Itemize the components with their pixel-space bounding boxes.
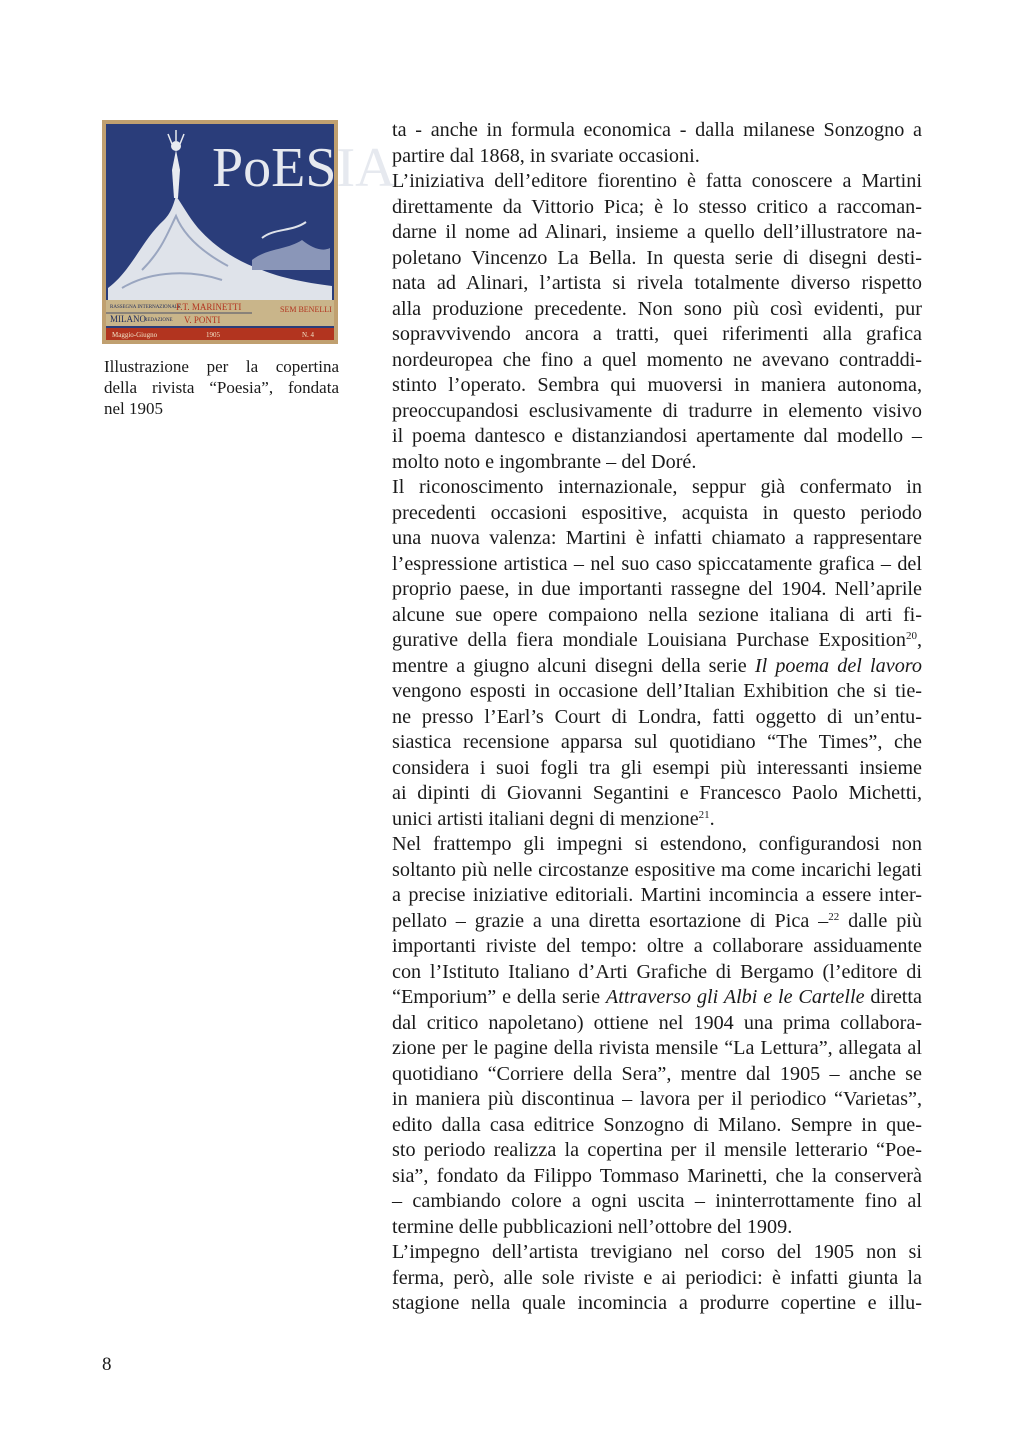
caption-line: nel 1905 [104,399,164,418]
text-line: siastica recensione apparsa sul quotidiano “The Times”, che [392,731,922,753]
text-fragment: , [916,629,922,651]
italic-title: Il poema del lavoro [754,654,922,677]
text-fragment: dalle più [839,909,923,932]
italic-title: Attraverso gli Albi e le Cartelle [605,986,865,1008]
text-line [392,985,922,1011]
poesia-cover-illustration [102,120,396,344]
text-line: nordeuropea che fino a quel momento ne avevano contraddi- [392,348,922,371]
text-line: stinto l’operato. Sembra qui muoversi in maniera autonoma, [392,374,922,396]
banner-left-1: RASSEGNA INTERNAZIONALE [110,305,181,310]
text-line: poletano Vincenzo La Bella. In questa serie di disegni desti- [392,246,922,269]
text-line: precedenti occasioni espositive, acquista in questo periodo [392,501,922,524]
text-line: soltanto più nelle circostanze espositive ma come incarichi legati [392,858,922,881]
banner-right: SEM BENELLI [280,305,332,314]
text-line: alcune sue opere compaiono nella sezione italiana di arti fi- [392,603,922,626]
text-fragment: diretta [864,986,922,1008]
text-line: stagione nella quale incomincia a produrre copertine e illu- [392,1292,922,1314]
text-line: – cambiando colore a ogni uscita – ininterrottamente fino al [392,1190,922,1212]
text-line: ta - anche in formula economica - dalla milanese Sonzogno a [392,119,922,141]
body-text [392,118,922,1317]
poesia-cover-image [102,120,396,344]
footnote-ref: 20 [905,630,917,642]
text-line: sto periodo realizza la copertina per il mensile letterario “Poe- [392,1139,922,1161]
text-line: alla produzione precedente. Non sono più così evidenti, pur [392,297,922,320]
text-line: a precise iniziative editoriali. Martini incomincia a essere inter- [392,884,922,906]
text-line: termine delle pubblicazioni nell’ottobre del 1909. [392,1215,793,1238]
text-line: partire dal 1868, in svariate occasioni. [392,144,700,167]
text-line [392,807,922,833]
text-line: edito dalla casa editrice Sonzogno di Milano. Sempre in que- [392,1113,922,1136]
footnote-ref: 21 [698,808,710,821]
banner-mid-2: V. PONTI [184,315,221,325]
figure-head [171,141,181,151]
text-line: zione per le pagine della rivista mensile “La Lettura”, allegata al [392,1037,922,1059]
text-line [392,654,922,680]
text-line: il poema dantesco e distanziandosi apertamente dal modello – [392,425,922,447]
text-line: sia”, fondato da Filippo Tommaso Marinetti, che la conserverà [392,1164,922,1187]
text-line: quotidiano “Corriere della Sera”, mentre dal 1905 – anche se [392,1062,922,1085]
figure-caption [104,356,339,419]
text-line: considera i suoi fogli tra gli esempi più interessanti insieme [392,756,922,779]
caption-line: della rivista “Poesia”, fondata [104,378,339,397]
text-line: l’espressione artistica – nel suo caso spiccatamente grafica – del [392,552,922,575]
footnote-ref: 22 [828,910,840,923]
text-line [392,628,922,654]
text-line: ferma, però, alle sole riviste e ai periodici: è infatti giunta la [392,1266,922,1289]
text-line: proprio paese, in due importanti rassegne del 1904. Nell’aprile [392,578,922,600]
caption-line: Illustrazione per la copertina [104,357,339,376]
page-number: 8 [102,1354,112,1375]
text-line: darne il nome ad Alinari, insieme a quello dell’illustratore na- [392,221,922,243]
text-line: sopravvivendo ancora a tratti, quei riferimenti alla grafica [392,323,922,345]
text-fragment: . [709,807,715,830]
text-line: preoccupandosi esclusivamente di tradurre in elemento visivo [392,399,922,422]
text-fragment: “Emporium” e della serie [392,986,606,1008]
text-line: L’impegno dell’artista trevigiano nel corso del 1905 non si [392,1241,922,1263]
text-line: dal critico napoletano) ottiene nel 1904 una prima collabora- [392,1011,922,1034]
text-fragment: pellato – grazie a una diretta esortazione di Pica – [392,909,829,932]
text-line: molto noto e ingombrante – del Doré. [392,450,697,473]
text-fragment: unici artisti italiani degni di menzione [392,807,699,830]
footer-left: Maggio-Giugno [112,331,158,339]
text-line: direttamente da Vittorio Pica; è lo stesso critico a raccoman- [392,195,922,218]
footer-right: N. 4 [302,331,315,339]
cover-title: PoESIA [212,137,396,199]
text-line: ne presso l’Earl’s Court di Londra, fatti oggetto di un’entu- [392,705,922,728]
text-line: ai dipinti di Giovanni Segantini e Francesco Paolo Michetti, [392,782,922,804]
text-line: con l’Istituto Italiano d’Arti Grafiche di Bergamo (l’editore di [392,960,922,983]
text-fragment: mentre a giugno alcuni disegni della serie [392,654,755,677]
text-line: in maniera più discontinua – lavora per il periodico “Varietas”, [392,1088,922,1110]
banner-left-3: REDAZIONE [144,318,173,323]
text-line [392,909,922,935]
text-line: Il riconoscimento internazionale, seppur già confermato in [392,476,922,498]
text-fragment: gurative della fiera mondiale Louisiana Purchase Exposition [392,629,906,651]
text-line: nata ad Alinari, l’artista si rivela totalmente diverso rispetto [392,272,922,294]
text-line: vengono esposti in occasione dell’Italian Exhibition che si tie- [392,680,922,702]
text-line: una nuova valenza: Martini è infatti chiamato a rappresentare [392,527,922,549]
text-line: L’iniziativa dell’editore fiorentino è fatta conoscere a Martini [392,170,922,192]
banner-left-2: MILANO [110,314,146,324]
text-line: importanti riviste del tempo: oltre a collaborare assiduamente [392,935,922,957]
footer-mid: 1905 [206,331,220,339]
text-line: Nel frattempo gli impegni si estendono, configurandosi non [392,833,922,855]
banner-mid-1: F.T. MARINETTI [176,302,242,312]
